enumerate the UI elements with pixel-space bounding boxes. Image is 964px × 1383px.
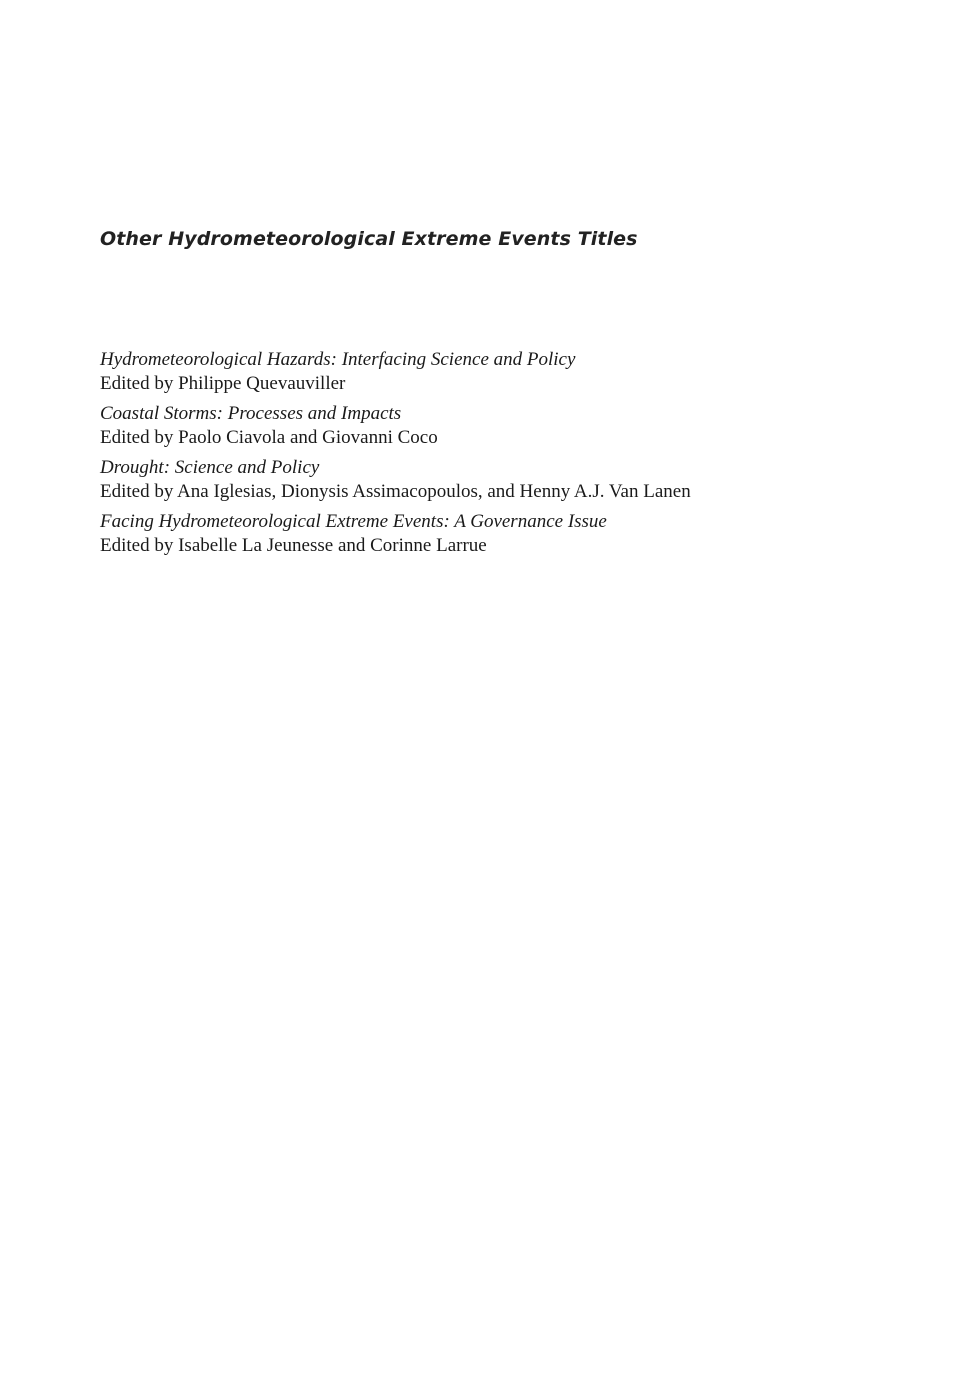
book-entry-drought	[100, 456, 920, 504]
book-entry-facing-extreme-events	[100, 510, 920, 558]
book-editors: Edited by Philippe Quevauviller	[100, 373, 346, 394]
book-editors: Edited by Paolo Ciavola and Giovanni Coco	[100, 427, 438, 448]
book-editors: Edited by Isabelle La Jeunesse and Corinne Larrue	[100, 535, 487, 556]
book-title: Hydrometeorological Hazards: Interfacing Science and Policy	[100, 349, 576, 370]
book-title: Coastal Storms: Processes and Impacts	[100, 403, 402, 424]
book-title: Drought: Science and Policy	[100, 457, 320, 478]
book-editors: Edited by Ana Iglesias, Dionysis Assimacopoulos, and Henny A.J. Van Lanen	[100, 481, 691, 502]
book-list	[100, 348, 920, 564]
book-title: Facing Hydrometeorological Extreme Events: A Governance Issue	[100, 511, 607, 532]
book-entry-coastal-storms	[100, 402, 920, 450]
series-heading: Other Hydrometeorological Extreme Events Titles	[100, 228, 638, 250]
book-entry-hydrometeorological-hazards	[100, 348, 920, 396]
